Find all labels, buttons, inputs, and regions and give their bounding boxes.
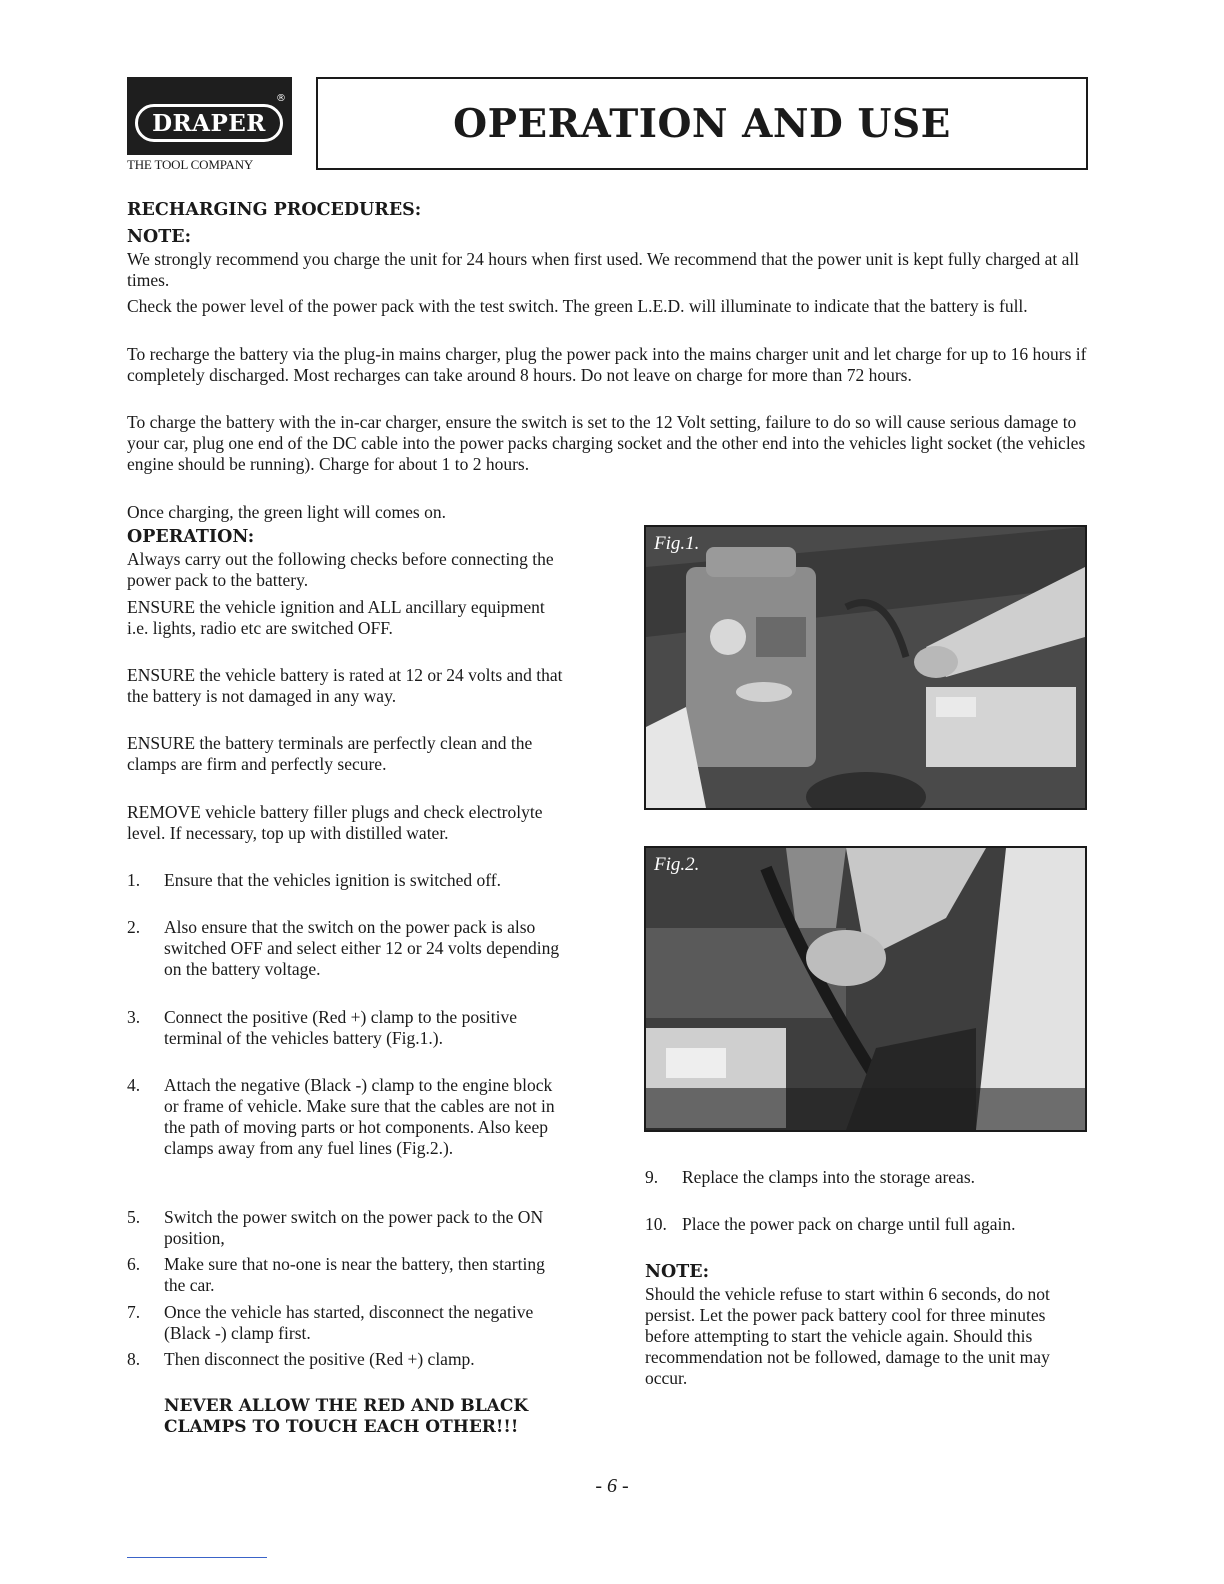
- list-number: 1.: [127, 870, 141, 890]
- recharging-note-heading: NOTE:: [127, 227, 192, 247]
- registered-mark: ®: [276, 93, 286, 104]
- page-title: OPERATION AND USE: [453, 100, 951, 147]
- draper-logo: [127, 77, 292, 155]
- list-text: Replace the clamps into the storage areas.: [682, 1167, 976, 1187]
- fig2-label: Fig.2.: [654, 854, 700, 875]
- list-number: 7.: [127, 1302, 141, 1322]
- list-item: [127, 1075, 567, 1159]
- list-text: Switch the power switch on the power pack to the ON position,: [164, 1207, 544, 1248]
- warning-text: NEVER ALLOW THE RED AND BLACK CLAMPS TO TOUCH EACH OTHER!!!: [164, 1396, 529, 1437]
- list-item: [127, 870, 567, 891]
- operation-paragraph: ENSURE the vehicle ignition and ALL ancillary equipment i.e. lights, radio etc are switched OFF.: [127, 597, 545, 638]
- recharging-paragraph: To charge the battery with the in-car charger, ensure the switch is set to the 12 Volt setting, failure to do so will cause serious damage to your car, plug one end of the DC cable into the power packs charging socket and the other end into the vehicles light socket (the vehicles engine should be running). Charge for about 1 to 2 hours.: [127, 412, 1086, 474]
- list-number: 4.: [127, 1075, 141, 1095]
- operation-paragraph: REMOVE vehicle battery filler plugs and check electrolyte level. If necessary, top up with distilled water.: [127, 802, 543, 843]
- list-item: [127, 1007, 567, 1049]
- list-number: 5.: [127, 1207, 141, 1227]
- list-text: Connect the positive (Red +) clamp to the positive terminal of the vehicles battery (Fig.1.).: [164, 1007, 517, 1048]
- fig2-illustration: [646, 848, 1085, 1130]
- list-text: Then disconnect the positive (Red +) clamp.: [164, 1349, 475, 1369]
- list-number: 9.: [645, 1167, 659, 1187]
- list-text: Ensure that the vehicles ignition is switched off.: [164, 870, 501, 890]
- fig2-photo: [644, 846, 1087, 1132]
- list-number: 8.: [127, 1349, 141, 1369]
- list-item: [127, 1349, 567, 1370]
- list-item: [127, 1302, 567, 1344]
- list-number: 10.: [645, 1214, 667, 1234]
- list-item: [645, 1167, 1085, 1188]
- operation-paragraph: ENSURE the battery terminals are perfectly clean and the clamps are firm and perfectly secure.: [127, 733, 533, 774]
- recharging-paragraph: Check the power level of the power pack with the test switch. The green L.E.D. will illuminate to indicate that the battery is full.: [127, 296, 1028, 316]
- list-number: 3.: [127, 1007, 141, 1027]
- operation-paragraph: Always carry out the following checks before connecting the power pack to the battery.: [127, 549, 554, 590]
- list-text: Attach the negative (Black -) clamp to the engine block or frame of vehicle. Make sure that the cables are not in the path of moving parts or hot components. Also keep clamps away from any fuel lines (Fig.2.).: [164, 1075, 555, 1158]
- list-item: [127, 917, 567, 980]
- fig1-illustration: [646, 527, 1085, 808]
- recharging-paragraph: Once charging, the green light will comes on.: [127, 502, 446, 522]
- final-note-heading: NOTE:: [645, 1262, 710, 1282]
- fig1-photo: [644, 525, 1087, 810]
- fig1-label: Fig.1.: [654, 533, 700, 554]
- list-text: Also ensure that the switch on the power pack is also switched OFF and select either 12 or 24 volts depending on the battery voltage.: [164, 917, 560, 979]
- list-text: Place the power pack on charge until full again.: [682, 1214, 1016, 1234]
- list-item: [645, 1214, 1085, 1235]
- list-text: Once the vehicle has started, disconnect the negative (Black -) clamp first.: [164, 1302, 534, 1343]
- list-item: [127, 1207, 567, 1249]
- recharging-paragraph: To recharge the battery via the plug-in mains charger, plug the power pack into the mains charger unit and let charge for up to 16 hours if completely discharged. Most recharges can take around 8 hours. Do not leave on charge for more than 72 hours.: [127, 344, 1087, 385]
- recharging-paragraph: We strongly recommend you charge the unit for 24 hours when first used. We recommend that the power unit is kept fully charged at all times.: [127, 249, 1080, 290]
- operation-paragraph: ENSURE the vehicle battery is rated at 12 or 24 volts and that the battery is not damaged in any way.: [127, 665, 563, 706]
- title-box: [316, 77, 1088, 170]
- final-note-text: Should the vehicle refuse to start within 6 seconds, do not persist. Let the power pack battery cool for three minutes before attempting to start the vehicle again. Should this recommendation not be followed, damage to the unit may occur.: [645, 1284, 1050, 1388]
- footer-divider: [127, 1557, 267, 1558]
- page-number: - 6 -: [595, 1475, 629, 1497]
- recharging-heading: RECHARGING PROCEDURES:: [127, 200, 422, 220]
- list-text: Make sure that no-one is near the battery, then starting the car.: [164, 1254, 545, 1295]
- list-number: 2.: [127, 917, 141, 937]
- list-number: 6.: [127, 1254, 141, 1274]
- logo-tagline: THE TOOL COMPANY: [127, 157, 254, 172]
- operation-heading: OPERATION:: [127, 527, 255, 547]
- list-item: [127, 1254, 567, 1296]
- logo-wordmark: DRAPER: [135, 104, 283, 142]
